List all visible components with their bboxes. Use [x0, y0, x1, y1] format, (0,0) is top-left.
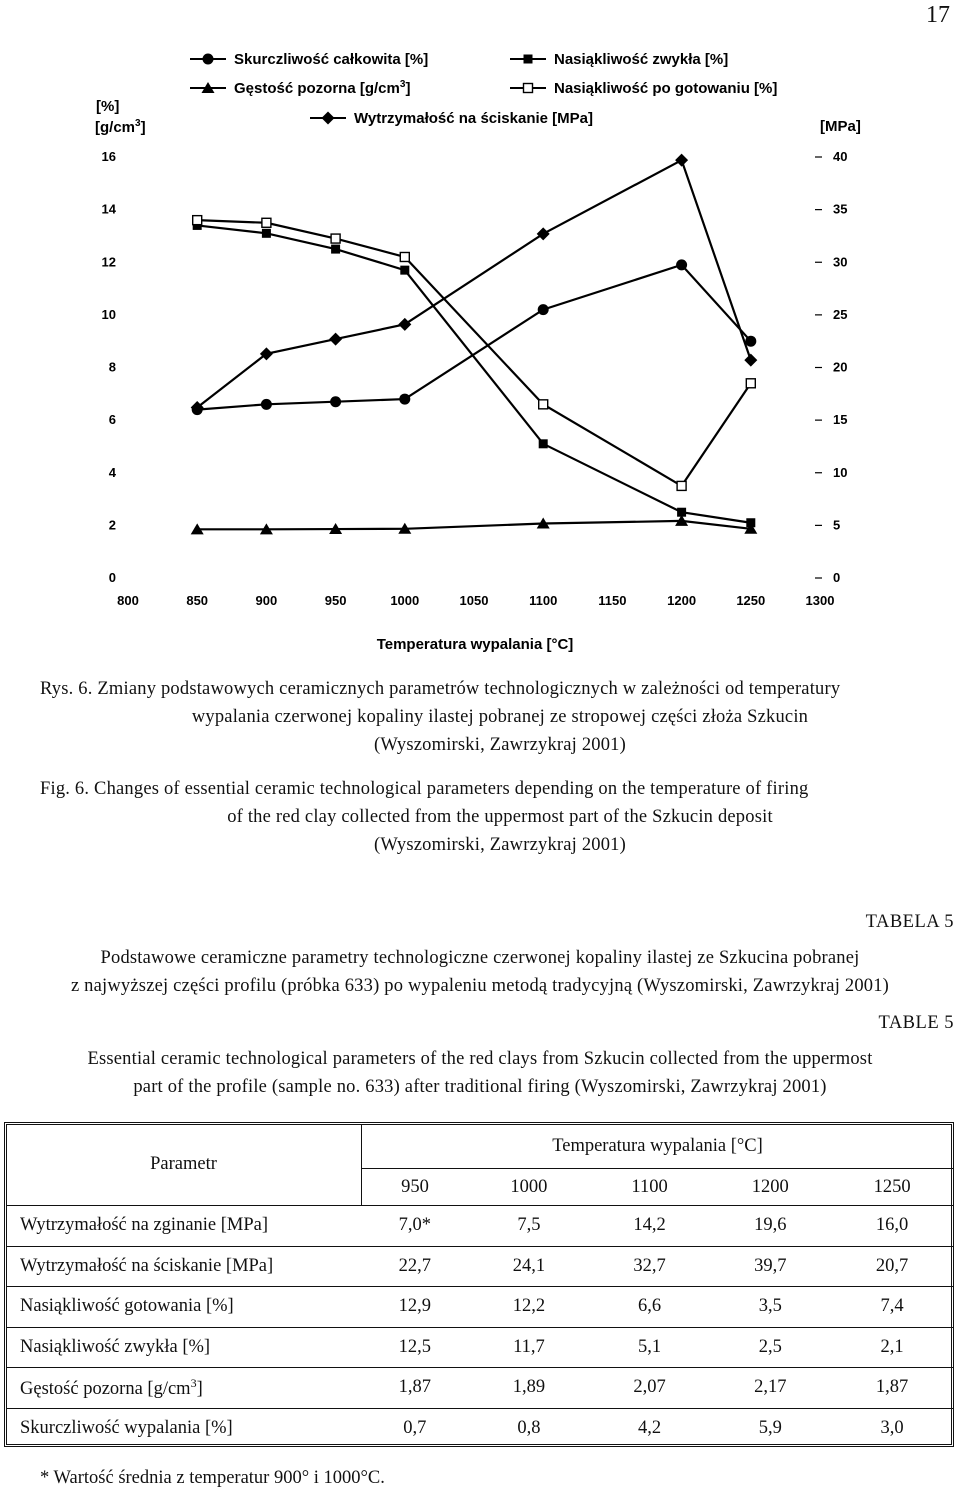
right-tick-label: 15 [833, 412, 848, 428]
table-header-temp-4: 1250 [831, 1169, 953, 1206]
table-cell: 20,7 [831, 1246, 953, 1287]
page-number: 17 [926, 2, 950, 28]
table-cell: 39,7 [709, 1246, 831, 1287]
series-point-3 [262, 218, 271, 227]
table-footnote: * Wartość średnia z temperatur 900° i 1000°C. [40, 1468, 385, 1488]
caption-en-line3: (Wyszomirski, Zawrzykraj 2001) [374, 835, 626, 855]
table-cell: 1,87 [831, 1368, 953, 1409]
left-axis-label-line1: [%] [96, 98, 120, 115]
series-point-0 [745, 336, 756, 347]
table-row [6, 1206, 953, 1247]
series-point-1 [539, 439, 548, 448]
x-tick-label: 800 [117, 593, 139, 608]
table-cell: 14,2 [590, 1206, 710, 1247]
table-cell: 11,7 [468, 1327, 590, 1368]
table-cell: 7,0* [362, 1206, 469, 1247]
table-cell: 4,2 [638, 1417, 662, 1438]
right-tick-label: 0 [833, 570, 841, 585]
table-label-en: TABLE 5 [878, 1013, 954, 1033]
table-cell: 24,1 [468, 1246, 590, 1287]
table-title-en-line1: Essential ceramic technological parameters of the red clays from Szkucin collected from the uppermost [87, 1049, 873, 1069]
table-cell: 3,0 [880, 1417, 904, 1438]
table-row-label: Skurczliwość wypalania [%] [20, 1417, 233, 1438]
chart-legend [190, 51, 777, 127]
series-line-2 [197, 521, 751, 529]
x-tick-label: 900 [255, 593, 278, 608]
series-point-4 [329, 333, 342, 346]
table-row [6, 1408, 953, 1448]
table-header-temp-3: 1200 [709, 1169, 831, 1206]
legend-label-4: Wytrzymałość na ściskanie [MPa] [354, 110, 593, 127]
table-cell: 5,9 [758, 1417, 782, 1438]
series-point-0 [330, 396, 341, 407]
x-tick-label: 1150 [598, 593, 627, 608]
right-tick-label: 30 [833, 254, 848, 270]
right-tick-label: 5 [833, 517, 841, 533]
series-point-3 [677, 481, 686, 490]
left-tick-label: 4 [108, 464, 116, 480]
table-title-pl-line1: Podstawowe ceramiczne parametry technologiczne czerwonej kopaliny ilastej ze Szkucina pobranej [100, 948, 860, 968]
table-cell: 6,6 [590, 1287, 710, 1328]
series-line-3 [197, 220, 751, 486]
series-point-0 [399, 394, 410, 405]
table-row-label: Wytrzymałość na ściskanie [MPa] [6, 1246, 362, 1287]
table-cell: 12,9 [362, 1287, 469, 1328]
right-tick-label: 10 [833, 464, 848, 480]
legend-label-3: Nasiąkliwość po gotowaniu [%] [554, 80, 778, 97]
series-point-1 [331, 245, 340, 254]
table-cell: 5,1 [590, 1327, 710, 1368]
table-row [6, 1287, 953, 1328]
table-cell: 16,0 [831, 1206, 953, 1247]
x-tick-label: 1100 [529, 593, 558, 608]
right-tick-label: 35 [833, 201, 848, 217]
table-cell: 19,6 [709, 1206, 831, 1247]
x-tick-label: 1250 [736, 593, 766, 608]
table-cell: 1,89 [468, 1368, 590, 1409]
table-cell: 2,1 [831, 1327, 953, 1368]
x-tick-label: 1200 [667, 593, 697, 608]
series-line-0 [197, 265, 751, 410]
series-point-3 [331, 234, 340, 243]
table-cell: 2,17 [709, 1368, 831, 1409]
table-cell: 7,4 [831, 1287, 953, 1328]
table-label-pl: TABELA 5 [865, 912, 954, 932]
figure-caption-pl [40, 675, 920, 759]
parameters-table [6, 1124, 953, 1448]
right-tick-label: 40 [833, 149, 848, 164]
x-axis-ticks [117, 593, 834, 608]
legend-label-2: Gęstość pozorna $[g/cm^3]$ [234, 79, 411, 97]
table-cell: 0,8 [517, 1417, 541, 1438]
left-axis-label [95, 98, 146, 136]
table-header-temperature: Temperatura wypalania [°C] [362, 1124, 954, 1169]
table-row [6, 1368, 953, 1409]
series-point-3 [746, 379, 755, 388]
table-title-en-line2: part of the profile (sample no. 633) after traditional firing (Wyszomirski, Zawrzykraj 2001) [133, 1077, 827, 1097]
series-point-3 [539, 400, 548, 409]
table-row [6, 1327, 953, 1368]
right-tick-label: 20 [833, 359, 848, 375]
x-tick-label: 950 [324, 593, 347, 608]
left-axis-label-line2: $[g/cm^3]$ [95, 118, 146, 136]
caption-pl-line3: (Wyszomirski, Zawrzykraj 2001) [374, 735, 626, 755]
table-title-en [0, 1045, 960, 1101]
series-point-4 [744, 354, 757, 367]
line-chart [0, 40, 960, 660]
table-row-label: Gęstość pozorna $[g/cm^3]$ [6, 1368, 362, 1409]
x-tick-label: 1000 [390, 593, 420, 608]
table-cell: 12,5 [362, 1327, 469, 1368]
series-point-3 [400, 252, 409, 261]
table-cell: 22,7 [362, 1246, 469, 1287]
table-title-pl-line2: z najwyższej części profilu (próbka 633) po wypaleniu metodą tradycyjną (Wyszomirski, Zawrzykraj 2001) [70, 976, 890, 996]
table-cell: 1,87 [362, 1368, 469, 1409]
legend-marker-0 [203, 54, 214, 65]
right-tick-label: 25 [833, 306, 848, 322]
table-title-pl [0, 944, 960, 1000]
caption-en-line1: Fig. 6. Changes of essential ceramic technological parameters depending on the temperature of firing [40, 779, 809, 799]
caption-en-line2: of the red clay collected from the uppermost part of the Szkucin deposit [227, 807, 773, 827]
table-cell: 32,7 [590, 1246, 710, 1287]
table-header-temp-2: 1100 [590, 1169, 710, 1206]
x-tick-label: 1050 [459, 593, 489, 608]
right-axis-ticks [815, 149, 847, 585]
table-header-temp-0: 950 [362, 1169, 469, 1206]
left-tick-label: 10 [101, 306, 116, 322]
table-row-label: Nasiąkliwość gotowania [%] [6, 1287, 362, 1328]
left-tick-label: 0 [108, 570, 116, 585]
series-point-1 [262, 229, 271, 238]
legend-marker-3 [524, 84, 533, 93]
left-tick-label: 14 [101, 201, 116, 217]
table-cell: 2,07 [590, 1368, 710, 1409]
table-header-temp-1: 1000 [468, 1169, 590, 1206]
legend-label-0: Skurczliwość całkowita [%] [234, 51, 429, 68]
figure-caption-en [40, 775, 920, 859]
series-point-0 [676, 259, 687, 270]
table-cell: 12,2 [468, 1287, 590, 1328]
caption-pl-line1: Rys. 6. Zmiany podstawowych ceramicznych parametrów technologicznych w zależności od temperatury [40, 679, 841, 699]
series-point-0 [261, 399, 272, 410]
left-axis-ticks [102, 149, 117, 585]
table-row-label: Nasiąkliwość zwykła [%] [6, 1327, 362, 1368]
series-line-4 [197, 160, 751, 407]
series-point-4 [398, 318, 411, 331]
table-cell: 3,5 [709, 1287, 831, 1328]
table-header-parameter: Parametr [6, 1124, 362, 1206]
series-point-4 [537, 227, 550, 240]
legend-label-1: Nasiąkliwość zwykła [%] [554, 51, 729, 68]
series-point-0 [538, 304, 549, 315]
table-cell: 0,7 [403, 1417, 427, 1438]
table-cell: 2,5 [709, 1327, 831, 1368]
chart-series [191, 154, 758, 535]
table-row [6, 1246, 953, 1287]
right-axis-label: [MPa] [820, 118, 861, 135]
left-tick-label: 8 [108, 359, 116, 375]
caption-pl-line2: wypalania czerwonej kopaliny ilastej pobranej ze stropowej części złoża Szkucin [191, 707, 809, 727]
series-point-4 [675, 154, 688, 167]
left-tick-label: 6 [108, 412, 116, 428]
x-tick-label: 850 [186, 593, 209, 608]
table-cell: 7,5 [468, 1206, 590, 1247]
legend-marker-4 [322, 112, 335, 125]
x-tick-label: 1300 [805, 593, 835, 608]
left-tick-label: 16 [101, 149, 116, 164]
series-point-1 [400, 266, 409, 275]
left-tick-label: 2 [108, 517, 116, 533]
table-body [6, 1206, 953, 1449]
left-tick-label: 12 [101, 254, 116, 270]
x-axis-label: Temperatura wypalania [°C] [376, 636, 574, 653]
legend-marker-1 [524, 55, 533, 64]
table-row-label: Wytrzymałość na zginanie [MPa] [6, 1206, 362, 1247]
series-point-3 [193, 216, 202, 225]
